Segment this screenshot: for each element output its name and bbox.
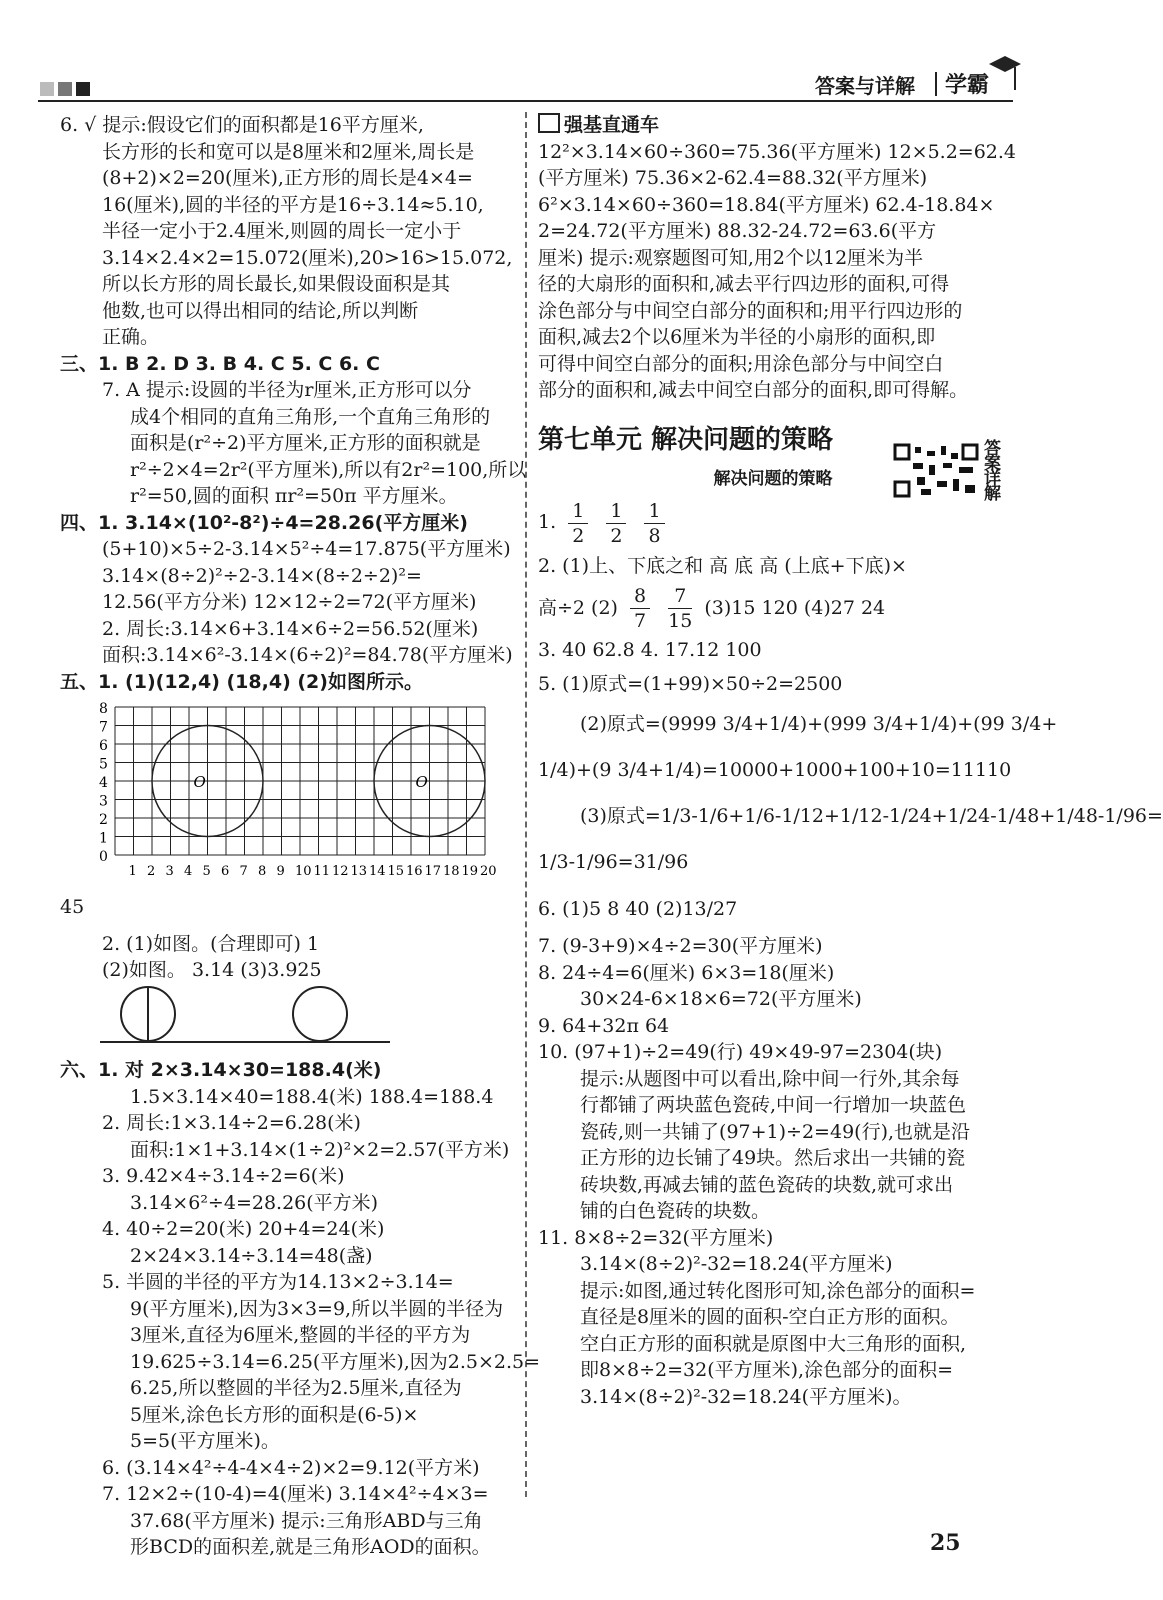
grid-figure (60, 699, 515, 894)
answer-line: 五、1. (1)(12,4) (18,4) (2)如图所示。 (60, 670, 423, 693)
x-tick-label: 12 (332, 864, 349, 879)
answer-line: 厘米) 提示:观察题图可知,用2个以12厘米为半 (538, 246, 924, 269)
answer-line: 37.68(平方厘米) 提示:三角形ABD与三角 (130, 1509, 483, 1532)
answer-line: 2=24.72(平方厘米) 88.32-24.72=63.6(平方 (538, 220, 937, 242)
answer-line: 30×24-6×18×6=72(平方厘米) (580, 988, 862, 1010)
answer-line: (3)原式=1/3-1/6+1/6-1/12+1/12-1/24+1/24-1/48+1/48-1/96= (580, 805, 1163, 827)
answer-line: 10. (97+1)÷2=49(行) 49×49-97=2304(块) (538, 1041, 943, 1063)
x-tick-label: 2 (147, 864, 156, 879)
answer-line: 面积:3.14×6²-3.14×(6÷2)²=84.78(平方厘米) (102, 644, 513, 666)
answer-line: 他数,也可以得出相同的结论,所以判断 (102, 299, 419, 322)
x-tick-label: 7 (239, 864, 248, 879)
answer-line: 提示:从题图中可以看出,除中间一行外,其余每 (580, 1067, 960, 1090)
answer-line: 部分的面积和,减去中间空白部分的面积,即可得解。 (538, 379, 969, 401)
x-tick-label: 20 (480, 864, 497, 879)
x-tick-label: 9 (276, 864, 285, 879)
y-tick-label: 3 (99, 793, 108, 810)
page-header (0, 0, 1083, 100)
x-tick-label: 5 (202, 864, 211, 879)
answer-line: 12.56(平方分米) 12×12÷2=72(平方厘米) (102, 591, 477, 613)
answer-line: 5=5(平方厘米)。 (130, 1430, 280, 1452)
x-tick-label: 11 (313, 864, 331, 879)
answer-line: r²÷2×4=2r²(平方厘米),所以有2r²=100,所以 (130, 458, 527, 481)
column-divider (525, 112, 527, 1497)
answer-line: 提示:如图,通过转化图形可知,涂色部分的面积= (580, 1279, 976, 1302)
page-number: 25 (930, 1530, 961, 1556)
answer-line: (2)原式=(9999 3/4+1/4)+(999 3/4+1/4)+(99 3/4+ (580, 713, 1058, 735)
circle-center-label: O (193, 773, 206, 791)
answer-line: 2. (1)上、下底之和 高 底 高 (上底+下底)× (538, 554, 907, 577)
x-tick-label: 18 (443, 864, 460, 879)
y-tick-label: 8 (99, 701, 108, 717)
answer-line: (5+10)×5÷2-3.14×5²÷4=17.875(平方厘米) (102, 538, 511, 560)
answer-line: 6. √ 提示:假设它们的面积都是16平方厘米, (60, 114, 424, 136)
answer-line: 四、1. 3.14×(10²-8²)÷4=28.26(平方厘米) (60, 511, 468, 534)
answer-line: 9. 64+32π 64 (538, 1014, 670, 1037)
x-tick-label: 3 (165, 864, 174, 879)
x-tick-label: 13 (350, 864, 368, 879)
answer-line: 1/4)+(9 3/4+1/4)=10000+1000+100+10=11110 (538, 759, 1012, 781)
answer-line: 5厘米,涂色长方形的面积是(6-5)× (130, 1403, 419, 1426)
section-heading: 强基直通车 (538, 112, 1008, 139)
qr-code-icon (893, 443, 979, 498)
answer-line: 3厘米,直径为6厘米,整圆的半径的平方为 (130, 1324, 471, 1346)
answer-line: 1/3-1/96=31/96 (538, 851, 689, 873)
answer-line: 16(厘米),圆的半径的平方是16÷3.14≈5.10, (102, 193, 484, 216)
y-tick-label: 7 (99, 719, 108, 736)
answer-line: 砖块数,再减去铺的蓝色瓷砖的块数,就可求出 (580, 1173, 954, 1196)
x-tick-label: 14 (369, 864, 386, 879)
fraction: $\frac{8}{7}$ (630, 584, 650, 633)
answer-line: 6. (3.14×4²÷4-4×4÷2)×2=9.12(平方米) (102, 1456, 480, 1479)
answer-line: 1. $\frac{1}{2}$ $\frac{1}{2}$ $\frac{1}{8}$ (538, 498, 1008, 548)
rolling-circle (293, 987, 347, 1041)
x-tick-label: 8 (258, 864, 267, 879)
answer-line: 6.25,所以整圆的半径为2.5厘米,直径为 (130, 1377, 462, 1399)
answer-line: 1.5×3.14×40=188.4(米) 188.4=188.4 (130, 1085, 494, 1108)
right-column (538, 112, 1163, 1410)
answer-line: 5. (1)原式=(1+99)×50÷2=2500 (538, 673, 843, 695)
answer-line: 成4个相同的直角三角形,一个直角三角形的 (130, 405, 491, 428)
x-tick-label: 10 (295, 864, 312, 879)
fraction: $\frac{1}{2}$ (568, 499, 588, 548)
header-square-mid (58, 82, 72, 96)
header-brand: 学霸 (945, 73, 990, 98)
answer-line: 涂色部分与中间空白部分的面积和;用平行四边形的 (538, 299, 963, 322)
answer-line: 面积:1×1+3.14×(1÷2)²×2=2.57(平方米) (130, 1138, 510, 1161)
y-tick-label: 4 (99, 775, 108, 791)
answer-line: 7. A 提示:设圆的半径为r厘米,正方形可以分 (102, 379, 472, 401)
unit-title: 第七单元 解决问题的策略 (538, 424, 834, 455)
left-column (60, 112, 541, 1561)
answer-line: 3. 9.42×4÷3.14÷2=6(米) (102, 1165, 345, 1187)
answer-line: (2)如图。 3.14 (3)3.925 (102, 959, 322, 981)
grid-below-number: 45 (60, 896, 85, 918)
mortarboard-icon (985, 50, 1025, 96)
answer-line: (平方厘米) 75.36×2-62.4=88.32(平方厘米) (538, 167, 928, 189)
answer-line: 面积是(r²÷2)平方厘米,正方形的面积就是 (130, 432, 481, 454)
answer-line: 可得中间空白部分的面积;用涂色部分与中间空白 (538, 352, 944, 375)
answer-line: 3.14×(8÷2)²÷2-3.14×(8÷2÷2)²= (102, 564, 422, 587)
coordinate-grid (60, 699, 515, 894)
y-tick-label: 0 (99, 849, 108, 865)
answer-line: 空白正方形的面积就是原图中大三角形的面积, (580, 1332, 967, 1355)
answer-line: 4. 40÷2=20(米) 20+4=24(米) (102, 1218, 385, 1240)
answer-line: 2. 周长:3.14×6+3.14×6÷2=56.52(厘米) (102, 617, 479, 640)
y-tick-label: 2 (99, 812, 108, 828)
unit-subtitle: 解决问题的策略 (713, 468, 833, 489)
y-tick-label: 6 (99, 738, 108, 754)
answer-line: 2×24×3.14÷3.14=48(盏) (130, 1244, 373, 1267)
answer-line: 6. (1)5 8 40 (2)13/27 (538, 898, 738, 920)
answer-line: 瓷砖,则一共铺了(97+1)÷2=49(行),也就是沿 (580, 1120, 971, 1143)
answer-line: 11. 8×8÷2=32(平方厘米) (538, 1226, 774, 1249)
circle-figures (60, 984, 515, 1044)
answer-line: 12²×3.14×60÷360=75.36(平方厘米) 12×5.2=62.4 (538, 140, 1017, 163)
answer-line: 所以长方形的周长最长,如果假设面积是其 (102, 273, 451, 295)
answer-line: 形BCD的面积差,就是三角形AOD的面积。 (130, 1536, 491, 1558)
answer-line: 7. 12×2÷(10-4)=4(厘米) 3.14×4²÷4×3= (102, 1483, 489, 1505)
answer-line: 铺的白色瓷砖的块数。 (580, 1200, 771, 1222)
x-tick-label: 19 (461, 864, 479, 879)
header-square-dark (76, 82, 90, 96)
x-tick-label: 17 (424, 864, 442, 879)
x-tick-label: 1 (128, 864, 137, 879)
answer-line: 5. 半圆的半径的平方为14.13×2÷3.14= (102, 1271, 454, 1293)
answer-line: 即8×8÷2=32(平方厘米),涂色部分的面积= (580, 1359, 953, 1381)
answer-line: 直径是8厘米的圆的面积-空白正方形的面积。 (580, 1306, 960, 1328)
answer-line: 3.14×6²÷4=28.26(平方米) (130, 1191, 379, 1214)
answer-line: 半径一定小于2.4厘米,则圆的周长一定小于 (102, 220, 462, 242)
answer-line: (8+2)×2=20(厘米),正方形的周长是4×4= (102, 167, 473, 189)
answer-line: 2. (1)如图。(合理即可) 1 (102, 932, 320, 955)
circle-center-label: O (415, 773, 428, 791)
answer-line: 3.14×2.4×2=15.072(厘米),20>16>15.072, (102, 246, 513, 269)
answer-line: 19.625÷3.14=6.25(平方厘米),因为2.5×2.5= (130, 1350, 541, 1373)
header-separator (935, 72, 937, 96)
answer-line: 3.14×(8÷2)²-32=18.24(平方厘米) (580, 1253, 893, 1275)
answer-line: 六、1. 对 2×3.14×30=188.4(米) (60, 1059, 382, 1081)
header-rule (38, 100, 1013, 102)
answer-line: 2. 周长:1×3.14÷2=6.28(米) (102, 1112, 361, 1134)
x-tick-label: 15 (387, 864, 405, 879)
answer-line: 行都铺了两块蓝色瓷砖,中间一行增加一块蓝色 (580, 1094, 967, 1116)
book-icon (538, 113, 560, 133)
answer-line: 6²×3.14×60÷360=18.84(平方厘米) 62.4-18.84× (538, 193, 995, 216)
x-tick-label: 16 (406, 864, 423, 879)
answer-line: 径的大扇形的面积和,减去平行四边形的面积,可得 (538, 273, 950, 295)
fraction: $\frac{1}{2}$ (606, 499, 626, 548)
x-tick-label: 4 (184, 864, 193, 879)
fraction: $\frac{7}{15}$ (668, 585, 693, 632)
answer-line: 9(平方厘米),因为3×3=9,所以半圆的半径为 (130, 1297, 504, 1320)
fraction: $\frac{1}{8}$ (644, 499, 664, 548)
header-title: 答案与详解 (815, 74, 915, 98)
answer-line: 8. 24÷4=6(厘米) 6×3=18(厘米) (538, 961, 835, 984)
answer-line: 正方形的边长铺了49块。然后求出一共铺的瓷 (580, 1147, 966, 1169)
y-tick-label: 5 (99, 756, 108, 773)
answer-line: 三、1. B 2. D 3. B 4. C 5. C 6. C (60, 352, 380, 375)
header-square-light (40, 82, 54, 96)
answer-line: 长方形的长和宽可以是8厘米和2厘米,周长是 (102, 140, 475, 163)
x-tick-label: 6 (221, 864, 230, 879)
answer-line: 3.14×(8÷2)²-32=18.24(平方厘米)。 (580, 1385, 912, 1408)
y-tick-label: 1 (99, 830, 108, 847)
answer-line: 正确。 (102, 326, 160, 348)
answer-line: 高÷2 (2) $\frac{8}{7}$ $\frac{7}{15}$ (3)15 120 (4)27 24 (538, 585, 886, 632)
qr-caption: 答案详解 (984, 439, 1001, 504)
answer-line: 7. (9-3+9)×4÷2=30(平方厘米) (538, 935, 823, 957)
answer-line: r²=50,圆的面积 πr²=50π 平方厘米。 (130, 485, 458, 507)
answer-line: 面积,减去2个以6厘米为半径的小扇形的面积,即 (538, 326, 936, 348)
answer-line: 3. 40 62.8 4. 17.12 100 (538, 639, 762, 661)
